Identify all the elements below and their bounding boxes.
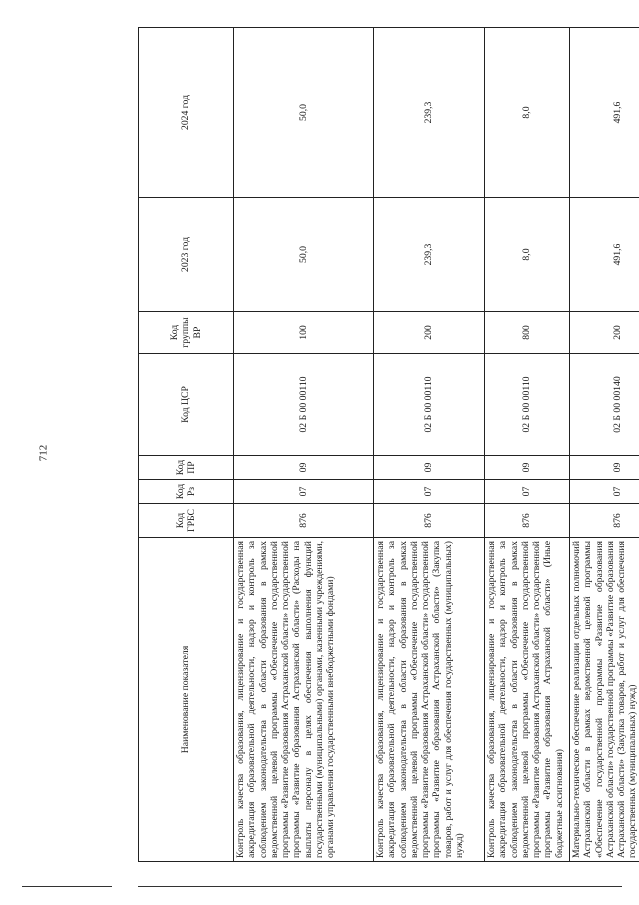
row-2023: 491,6 xyxy=(570,198,639,312)
header-csr: Код ЦСР xyxy=(139,354,234,456)
row-name: Контроль качества образования, лицензирование и государственная аккредитация образовательной деятельности, надзор и контроль за соблюдением законодательства в области образования в рамках ведомственной целевой программы «Обеспечение государственной программы «Развитие образования Астраханской области» государственной программы «Развитие образования Астраханской области» (Закупка товаров, работ и услуг для обеспечения государственных (муниципальных) нужд) xyxy=(374,538,485,862)
row-rz: 07 xyxy=(570,480,639,504)
bottom-rule-left xyxy=(22,886,112,887)
row-vr: 800 xyxy=(485,312,570,354)
row-2024: 491,6 xyxy=(570,28,639,198)
page-number-text: 712 xyxy=(37,444,49,462)
row-csr: 02 Б 00 00110 xyxy=(485,354,570,456)
table-row xyxy=(485,28,570,862)
row-2023: 8,0 xyxy=(485,198,570,312)
row-2023: 239,3 xyxy=(374,198,485,312)
row-rz: 07 xyxy=(234,480,374,504)
header-pr: Код ПР xyxy=(139,456,234,480)
row-csr: 02 Б 00 00140 xyxy=(570,354,639,456)
header-2023: 2023 год xyxy=(139,198,234,312)
row-rz: 07 xyxy=(485,480,570,504)
row-vr: 100 xyxy=(234,312,374,354)
row-pr: 09 xyxy=(485,456,570,480)
budget-table-container xyxy=(138,28,639,862)
header-name: Наименование показателя xyxy=(139,538,234,862)
row-csr: 02 Б 00 00110 xyxy=(234,354,374,456)
row-2024: 8,0 xyxy=(485,28,570,198)
row-vr: 200 xyxy=(570,312,639,354)
row-pr: 09 xyxy=(374,456,485,480)
row-pr: 09 xyxy=(570,456,639,480)
row-name: Материально-техническое обеспечение реализации отдельных полномочий Астраханской области в рамках ведомственной целевой программы «Обеспечение государственной программы «Развитие образования Астраханской области» государственной программы «Развитие образования Астраханской области» (Закупка товаров, работ и услуг для обеспечения государственных (муниципальных) нужд) xyxy=(570,538,639,862)
row-rz: 07 xyxy=(374,480,485,504)
header-2024: 2024 год xyxy=(139,28,234,198)
row-name: Контроль качества образования, лицензирование и государственная аккредитация образовательной деятельности, надзор и контроль за соблюдением законодательства в области образования в рамках ведомственной целевой программы «Обеспечение государственной программы «Развитие образования Астраханской области» государственной программы «Развитие образования Астраханской области» (Иные бюджетные ассигнования) xyxy=(485,538,570,862)
row-vr: 200 xyxy=(374,312,485,354)
row-grbs: 876 xyxy=(570,504,639,538)
row-grbs: 876 xyxy=(374,504,485,538)
row-name: Контроль качества образования, лицензирование и государственная аккредитация образовательной деятельности, надзор и контроль за соблюдением законодательства в области образования в рамках ведомственной целевой программы «Обеспечение государственной программы «Развитие образования Астраханской области» государственной программы «Развитие образования Астраханской области» (Расходы на выплаты персоналу в целях обеспечения выполнения функций государственными (муниципальными) органами, казенными учреждениями, органами управления государственными внебюджетными фондами) xyxy=(234,538,374,862)
row-2023: 50,0 xyxy=(234,198,374,312)
row-2024: 50,0 xyxy=(234,28,374,198)
header-vr: Код группы ВР xyxy=(139,312,234,354)
page-number xyxy=(36,439,50,467)
table-row xyxy=(570,28,639,862)
header-grbs: Код ГРБС xyxy=(139,504,234,538)
row-csr: 02 Б 00 00110 xyxy=(374,354,485,456)
table-row xyxy=(234,28,374,862)
row-grbs: 876 xyxy=(485,504,570,538)
budget-table xyxy=(138,27,639,862)
bottom-rule-right xyxy=(138,886,622,887)
row-2024: 239,3 xyxy=(374,28,485,198)
row-grbs: 876 xyxy=(234,504,374,538)
header-row xyxy=(139,28,234,862)
header-rz: Код Рз xyxy=(139,480,234,504)
table-row xyxy=(374,28,485,862)
row-pr: 09 xyxy=(234,456,374,480)
